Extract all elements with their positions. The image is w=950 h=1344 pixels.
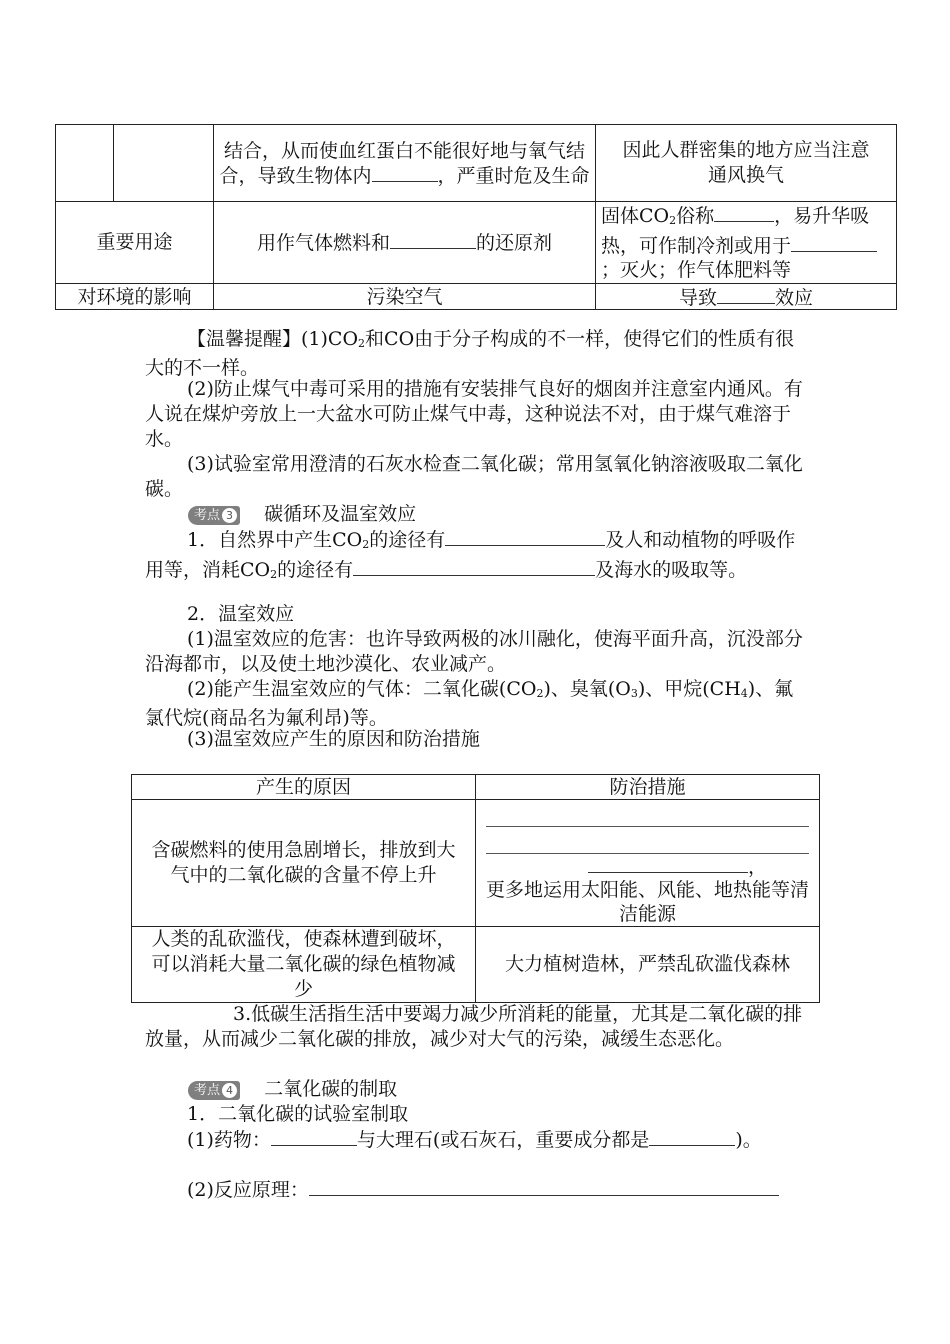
- row-label: 重要用途: [56, 202, 214, 284]
- answer-blank[interactable]: [390, 230, 476, 249]
- reagents-paragraph: (1)药物： 与大理石(或石灰石，重要成分都是 )。: [187, 1129, 762, 1151]
- table-cell: [214, 125, 596, 202]
- cell-text: 结合，从而使血红蛋白不能很好地与氧气结合，导致生物体内: [219, 139, 585, 187]
- answer-blank[interactable]: [725, 1127, 735, 1146]
- answer-blank[interactable]: [486, 800, 809, 827]
- properties-table: [55, 124, 897, 310]
- table-cell: [476, 800, 820, 927]
- table-cell: 人类的乱砍滥伐，使森林遭到破坏，可以消耗大量二氧化碳的绿色植物减少: [132, 927, 476, 1003]
- tip-paragraph-1: [145, 327, 810, 381]
- tip-paragraph-2: (2)防止煤气中毒可采用的措施有安装排气良好的烟囱并注意室内通风。有人说在煤炉旁放上一大盆水可防止煤气中毒，这种说法不对，由于煤气难溶于水。: [145, 378, 803, 450]
- item-2-heading: 2．温室效应: [187, 603, 295, 625]
- low-carbon-paragraph: 3.低碳生活指生活中要竭力减少所消耗的能量，尤其是二氧化碳的排放量，从而减少二氧化碳的排放，减少对大气的污染，减缓生态恶化。: [145, 1003, 803, 1050]
- column-header: 防治措施: [476, 775, 820, 800]
- table-header-row: [132, 775, 820, 800]
- answer-blank[interactable]: [372, 163, 438, 182]
- cell-text: 效应: [775, 287, 814, 309]
- column-header: 产生的原因: [132, 775, 476, 800]
- table-cell: 含碳燃料的使用急剧增长，排放到大气中的二氧化碳的含量不停上升: [132, 800, 476, 927]
- table-row: [56, 284, 897, 310]
- kaodian-badge: 考点 3: [188, 506, 240, 525]
- table-cell: [596, 284, 897, 310]
- answer-blank[interactable]: [714, 203, 774, 222]
- table-cell: [214, 202, 596, 284]
- cell-text: 的还原剂: [476, 231, 553, 254]
- table-cell: [596, 202, 897, 284]
- cell-text: 用作气体燃料和: [256, 231, 390, 254]
- greenhouse-table: [131, 774, 820, 1003]
- answer-blank[interactable]: [717, 285, 775, 304]
- table-row: [132, 800, 820, 927]
- cell-text: 因此人群密集的地方应当注意通风换气: [622, 139, 870, 186]
- cell-text: ，严重时危及生命: [437, 164, 590, 187]
- section-heading-3: [188, 502, 853, 527]
- section-title: 二氧化碳的制取: [264, 1078, 398, 1100]
- greenhouse-causes-heading: (3)温室效应产生的原因和防治措施: [187, 728, 480, 750]
- table-cell: [596, 125, 897, 202]
- table-cell: [114, 125, 214, 202]
- subscript: 2: [669, 214, 677, 227]
- section-heading-4: [188, 1077, 853, 1102]
- table-row: [132, 927, 820, 1003]
- tip-text: 【温馨提醒】(1)CO: [187, 328, 359, 350]
- answer-blank[interactable]: [353, 557, 595, 576]
- cell-text: 俗称: [676, 205, 715, 227]
- answer-blank[interactable]: [821, 233, 877, 252]
- cell-text: 固体CO: [601, 205, 670, 227]
- answer-blank[interactable]: [791, 233, 821, 252]
- item-1-paragraph: 1．自然界中产生$CO_2$的途径有 及人和动植物的呼吸作用等，消耗$CO_2$的途径有 及海水的吸取等。: [145, 529, 796, 581]
- reaction-principle: (2)反应原理：: [145, 1177, 810, 1203]
- cell-text: ，: [747, 856, 767, 878]
- answer-blank[interactable]: [445, 527, 605, 546]
- answer-blank[interactable]: [271, 1127, 357, 1146]
- greenhouse-harm: (1)温室效应的危害：也许导致两极的冰川融化，使海平面升高，沉没部分沿海都市，以及使土地沙漠化、农业减产。: [145, 628, 803, 675]
- table-cell: [56, 125, 114, 202]
- section-title: 碳循环及温室效应: [264, 503, 417, 525]
- tip-text: 和CO由于分子构成的不一样，使得它们的性质有很大的不一样。: [145, 328, 795, 379]
- kaodian-badge: 考点 4: [188, 1081, 240, 1100]
- cell-text: 导致: [678, 287, 717, 309]
- answer-blank[interactable]: [649, 1127, 727, 1146]
- cell-text: ；灭火；作气体肥料等: [601, 259, 792, 281]
- table-row: [56, 202, 897, 284]
- subscript: 2: [358, 337, 366, 350]
- table-cell: 大力植树造林，严禁乱砍滥伐森林: [476, 927, 820, 1003]
- table-row: [56, 125, 897, 202]
- greenhouse-gases: (2)能产生温室效应的气体：二氧化碳$(CO_2)$、臭氧$(O_3)$、甲烷$(CH_4)$、氟氯代烷(商品名为氟利昂)等。: [145, 678, 794, 729]
- lab-prep-heading: 1．二氧化碳的试验室制取: [187, 1103, 409, 1125]
- answer-blank[interactable]: [486, 827, 809, 854]
- cell-text: 更多地运用太阳能、风能、地热能等清洁能源: [486, 879, 810, 925]
- cell-text: ，易升华吸热，可作制冷剂或用于: [601, 205, 870, 257]
- row-label: 对环境的影响: [56, 284, 214, 310]
- answer-blank[interactable]: [588, 854, 748, 873]
- table-cell: 污染空气: [214, 284, 596, 310]
- answer-blank[interactable]: [309, 1177, 779, 1196]
- tip-paragraph-3: (3)试验室常用澄清的石灰水检查二氧化碳；常用氢氧化钠溶液吸取二氧化碳。: [145, 453, 803, 500]
